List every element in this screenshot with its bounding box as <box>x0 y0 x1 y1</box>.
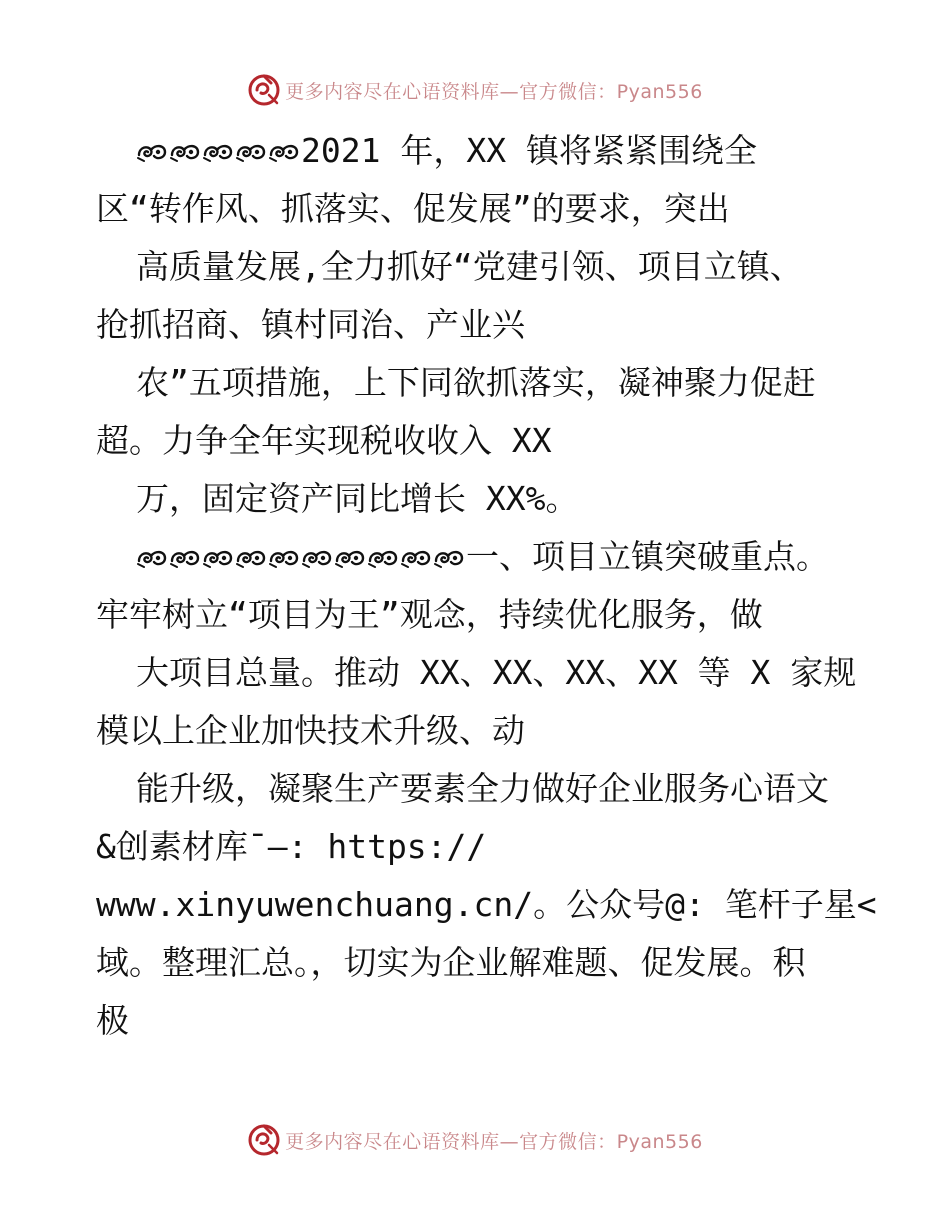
text-line: 万，固定资产同比增长 XX%。 <box>136 479 579 518</box>
scroll-ornament-icon <box>235 141 267 163</box>
paragraph-line <box>96 238 896 296</box>
paragraph-line <box>96 702 896 760</box>
paragraph-line <box>96 412 896 470</box>
scroll-ornament-icon <box>268 547 300 569</box>
scroll-ornament-icon <box>136 141 168 163</box>
text-line: 抢抓招商、镇村同治、产业兴 <box>96 305 525 344</box>
paragraph-line <box>96 180 896 238</box>
text-line: 高质量发展,全力抓好“党建引领、项目立镇、 <box>136 247 803 286</box>
scroll-ornament-icon <box>169 547 201 569</box>
text-line: 农”五项措施，上下同欲抓落实，凝神聚力促赶 <box>136 363 816 402</box>
paragraph-line <box>96 934 896 992</box>
text-line: &创素材库¯—: https:// <box>96 827 487 866</box>
scroll-ornament-icon <box>235 547 267 569</box>
section-heading: 一、项目立镇突破重点。 <box>466 537 829 576</box>
text-line: www.xinyuwenchuang.cn/。公众号@: 笔杆子星< <box>96 885 877 924</box>
paragraph-line <box>96 586 896 644</box>
paragraph-line <box>96 528 896 586</box>
text-line: 大项目总量。推动 XX、XX、XX、XX 等 X 家规 <box>136 653 857 692</box>
scroll-ornament-icon <box>202 547 234 569</box>
paragraph-line <box>96 644 896 702</box>
paragraph-line <box>96 296 896 354</box>
text-line: 2021 年，XX 镇将紧紧围绕全 <box>301 131 757 170</box>
text-line: 域。整理汇总。，切实为企业解难题、促发展。积 <box>96 943 806 982</box>
ornament-group <box>136 122 301 180</box>
paragraph-line <box>96 876 896 934</box>
scroll-ornament-icon <box>136 547 168 569</box>
text-line: 超。力争全年实现税收收入 XX <box>96 421 552 460</box>
scroll-ornament-icon <box>400 547 432 569</box>
paragraph-line <box>96 354 896 412</box>
ornament-group <box>136 528 466 586</box>
text-line: 极 <box>96 1001 129 1040</box>
text-line: 模以上企业加快技术升级、动 <box>96 711 525 750</box>
text-line: 区“转作风、抓落实、促发展”的要求，突出 <box>96 189 730 228</box>
paragraph-line <box>96 760 896 818</box>
paragraph-line <box>96 818 896 876</box>
footer-banner <box>0 1120 950 1160</box>
scroll-ornament-icon <box>169 141 201 163</box>
rose-logo-icon <box>247 1123 281 1157</box>
text-line: 能升级，凝聚生产要素全力做好企业服务心语文 <box>136 769 829 808</box>
header-banner-text: 更多内容尽在心语资料库—官方微信：Pyan556 <box>285 80 703 103</box>
document-body <box>96 122 896 1050</box>
text-line: 牢牢树立“项目为王”观念，持续优化服务，做 <box>96 595 763 634</box>
paragraph-line <box>96 992 896 1050</box>
header-banner <box>0 70 950 110</box>
scroll-ornament-icon <box>433 547 465 569</box>
scroll-ornament-icon <box>334 547 366 569</box>
paragraph-line <box>96 470 896 528</box>
scroll-ornament-icon <box>202 141 234 163</box>
rose-logo-icon <box>247 73 281 107</box>
footer-banner-text: 更多内容尽在心语资料库—官方微信：Pyan556 <box>285 1130 703 1153</box>
scroll-ornament-icon <box>301 547 333 569</box>
paragraph-line <box>96 122 896 180</box>
scroll-ornament-icon <box>367 547 399 569</box>
scroll-ornament-icon <box>268 141 300 163</box>
